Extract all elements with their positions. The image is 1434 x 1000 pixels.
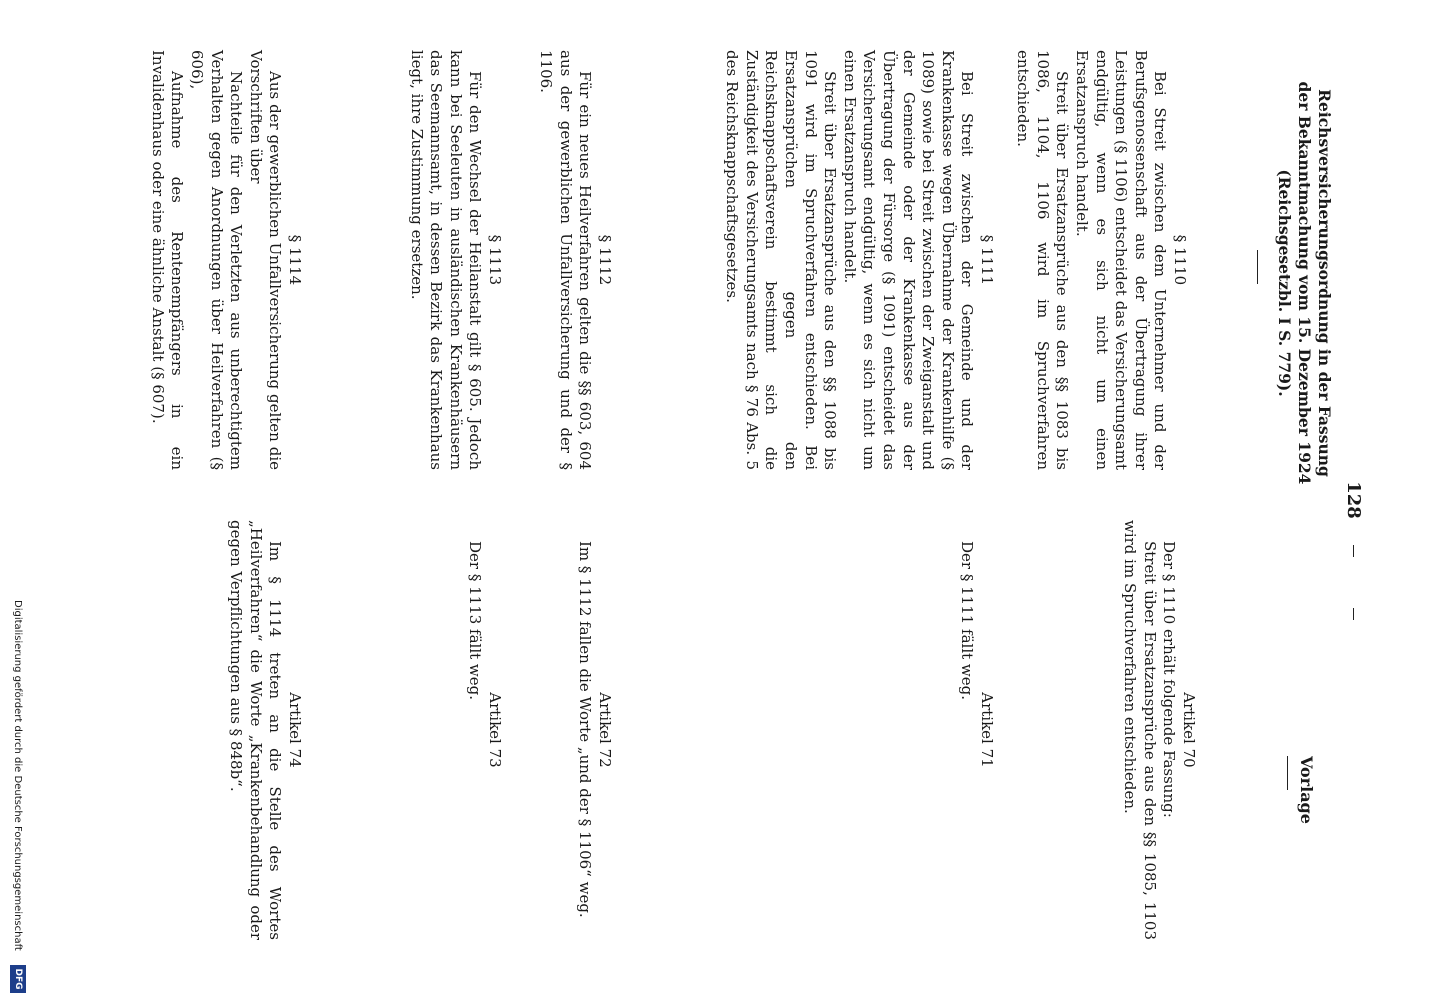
article-heading: Artikel 73 — [486, 692, 504, 768]
article-heading: Artikel 74 — [286, 692, 304, 768]
article-72 — [575, 520, 614, 940]
left-column-title: Reichsversicherungsordnung in der Fassung der Bekanntmachung vom 15. Dezember 1924 (Reichsgesetzbl. I S. 779). — [1275, 81, 1334, 485]
paragraph: Streit über Ersatzansprüche aus den §§ 1085, 1103 wird im Spruchverfahren entschieden. — [1121, 520, 1159, 940]
section-heading: § 1113 — [486, 234, 504, 286]
article-heading: Artikel 70 — [1180, 692, 1198, 768]
right-title-rule — [1287, 756, 1288, 790]
header-dash-left — [1353, 608, 1354, 620]
paragraph: Aus der gewerblichen Unfallversicherung gelten die Vorschriften über — [246, 50, 285, 470]
article-70 — [1120, 520, 1198, 940]
article-71 — [957, 520, 996, 940]
section-1113 — [406, 50, 504, 470]
paragraph: Bei Streit zwischen der Gemeinde und der Krankenkasse wegen Übernahme der Krankenhilfe (§ 1089) sowie bei Streit zwischen der Zweiganstalt und der Gemeinde oder der Krankenkasse aus der Übertragung der Fürsorge (§ 1091) entscheidet das Versicherungsamt endgültig, wenn es sich nicht um einen Ersatzanspruch handelt. — [840, 50, 977, 470]
paragraph: Aufnahme des Rentenempfängers in ein Invalidenhaus oder eine ähnliche Anstalt (§ 607). — [148, 50, 187, 470]
paragraph: Der § 1111 fällt weg. — [958, 541, 977, 701]
dfg-logo: DFG — [10, 965, 26, 993]
section-heading: § 1114 — [286, 234, 304, 286]
credit-text: Digitalisierung gefördert durch die Deutsche Forschungsgemeinschaft — [12, 600, 23, 951]
paragraph: Nachteile für den Verletzten aus unberechtigtem Verhalten gegen Anordnungen über Heilverfahren (§ 606), — [188, 50, 246, 470]
section-heading: § 1112 — [596, 234, 614, 286]
paragraph: Bei Streit zwischen dem Unternehmer und der Berufsgenossenschaft aus der Übertragung ihrer Leistungen (§ 1106) entscheidet das Versicherungsamt endgültig, wenn es sich nicht um einen Ersatzanspruch handelt. — [1073, 50, 1170, 470]
section-heading: § 1110 — [1171, 234, 1189, 286]
section-1114 — [147, 50, 304, 470]
article-heading: Artikel 72 — [596, 692, 614, 768]
paragraph: Für ein neues Heilverfahren gelten die §§ 603, 604 aus der gewerblichen Unfallversicherung und der § 1106. — [537, 50, 595, 470]
article-73 — [465, 520, 504, 940]
page-number: 128 — [1343, 481, 1364, 519]
section-1112 — [536, 50, 614, 470]
section-1111 — [722, 50, 996, 470]
left-title-rule — [1257, 250, 1258, 284]
paragraph: Im § 1112 fallen die Worte „und der § 1106“ weg. — [576, 541, 595, 918]
paragraph: Für den Wechsel der Heilanstalt gilt § 605. Jedoch kann bei Seeleuten in ausländischen Krankenhäusern das Seemannsamt, in dessen Bezirk das Krankenhaus liegt, ihre Zustimmung ersetzen. — [407, 50, 485, 470]
paragraph: Der § 1110 erhält folgende Fassung: — [1160, 541, 1179, 818]
paragraph: Der § 1113 fällt weg. — [466, 541, 485, 701]
paragraph: Streit über Ersatzansprüche aus den §§ 1083 bis 1086, 1104, 1106 wird im Spruchverfahren entschieden. — [1014, 50, 1072, 470]
article-heading: Artikel 71 — [978, 692, 996, 768]
digitization-credit — [6, 0, 28, 1000]
section-heading: § 1111 — [978, 234, 996, 286]
header-dash-right — [1353, 545, 1354, 557]
paragraph: Im § 1114 treten an die Stelle des Wortes „Heilverfahren“ die Worte „Krankenbehandlung oder gegen Verpflichtungen aus § 848b“. — [227, 520, 285, 940]
article-74 — [226, 520, 304, 940]
section-1110 — [1013, 50, 1189, 470]
right-column-title: Vorlage — [1297, 756, 1316, 824]
paragraph: Streit über Ersatzansprüche aus den §§ 1088 bis 1091 wird im Spruchverfahren entschieden. Bei Ersatzansprüchen gegen den Reichsknappschaftsverein bestimmt sich die Zuständigkeit des Versicherungsamts nach § 76 Abs. 5 des Reichsknappschaftsgesetzes. — [723, 50, 840, 470]
